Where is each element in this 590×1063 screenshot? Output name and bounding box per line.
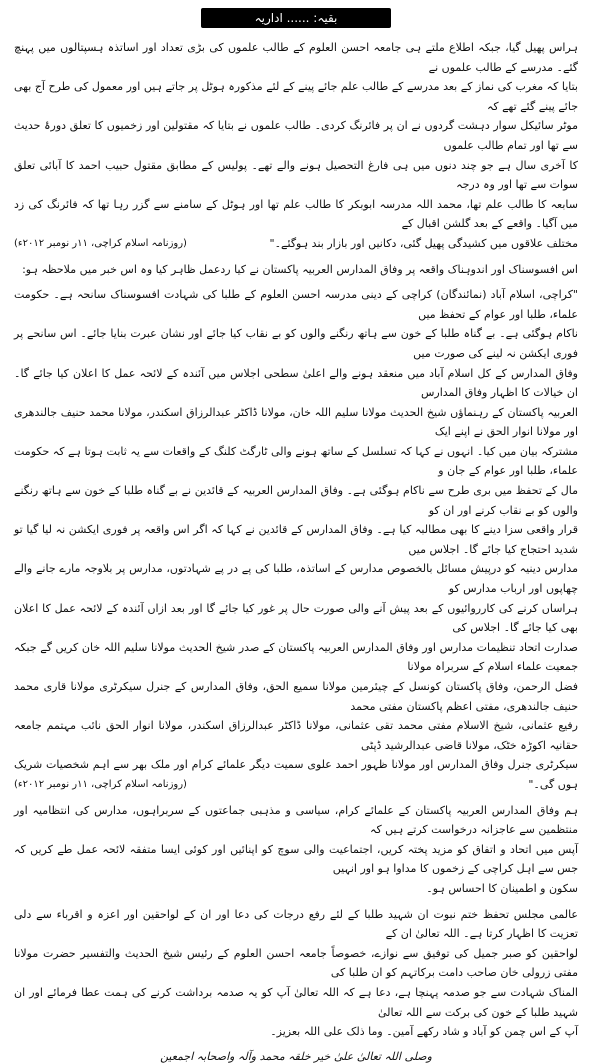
- text-line: سابعہ کا طالب علم تھا، محمد اللہ مدرسہ ابوبکر کا طالب علم تھا اور ہوٹل کے سامنے سے گزر رہا تھا کہ فائرنگ کی زد میں آگیا۔ واقعے کے بعد گلشن اقبال کے: [14, 197, 578, 231]
- text-line: عالمی مجلس تحفظ ختم نبوت ان شہید طلبا کے لئے رفع درجات کی دعا اور ان کے لواحقین اور اعزہ و اقرباء سے دلی تعزیت کا اظہار کرتا ہے۔ اللہ تعالیٰ ان کے: [14, 907, 578, 941]
- paragraph-5: [14, 905, 578, 1042]
- text-line: کا آخری سال ہے جو چند دنوں میں ہی فارغ التحصیل ہونے والے تھے۔ پولیس کے مطابق مقتول حبیب احمد کا آبائی تعلق سوات سے تھا اور وہ درجہ: [14, 158, 578, 192]
- text-line: لواحقین کو صبر جمیل کی توفیق سے نوازے، خصوصاً جامعہ احسن العلوم کے رئیس شیخ الحدیث والتفسیر حضرت مولانا مفتی زرولی خان صاحب دامت برکاتہم کو ان طلبا کی: [14, 946, 578, 980]
- text-line: ہراساں کرنے کی کارروائیوں کے بعد پیش آنے والی صورت حال پر غور کیا جائے گا اور بعد ازاں آئندہ کے لائحہ عمل کا اعلان بھی کیا جائے گا۔ اجلاس کی: [14, 601, 578, 635]
- section-title-banner: بقیہ: ...... اداریہ: [201, 8, 391, 28]
- text-line: "کراچی، اسلام آباد (نمائندگان) کراچی کے دینی مدرسہ احسن العلوم کے طلبا کی شہادت افسوسناک سانحہ ہے۔ حکومت علماء، طلبا اور عوام کے تحفظ میں: [14, 288, 578, 321]
- text-line: [14, 234, 578, 254]
- text-line: سکون و اطمینان کا احساس ہو۔: [426, 881, 578, 895]
- text-line: مال کے تحفظ میں بری طرح سے ناکام ہوگئی ہے۔ وفاق المدارس العربیہ کے قائدین نے بے گناہ طلبا کے خون سے ہاتھ رنگنے والوں کو بے نقاب کرنے اور ان کو: [14, 484, 578, 517]
- source-citation: (روزنامہ اسلام کراچی، ۱۱ر نومبر ۲۰۱۲ء): [14, 778, 187, 790]
- closing-salutation: وصلی اللہ تعالیٰ علیٰ خیر خلقہ محمد وآلہ واصحابہ اجمعین: [160, 1049, 432, 1063]
- text-line: اس افسوسناک اور اندوہناک واقعہ پر وفاق المدارس العربیہ پاکستان نے کیا ردعمل ظاہر کیا وہ اس خبر میں ملاحظہ ہو:: [22, 262, 578, 276]
- text-line: ناکام ہوگئی ہے۔ بے گناہ طلبا کے خون سے ہاتھ رنگنے والوں کو بے نقاب کیا جائے اور نشان عبرت بنایا جائے۔ اس سانحے پر فوری ایکشن نہ لینے کی صورت میں: [14, 327, 578, 360]
- text-line: وفاق المدارس کے کل اسلام آباد میں منعقد ہونے والے اعلیٰ سطحی اجلاس میں آئندہ کے لائحہ عمل کا اعلان کیا جائے گا۔ ان خیالات کا اظہار وفاق المدارس: [14, 366, 578, 400]
- text-line: صدارت اتحاد تنظیمات مدارس اور وفاق المدارس العربیہ پاکستان کے صدر شیخ الحدیث مولانا سلیم اللہ خان کریں گے جبکہ جمعیت علماء اسلام کے سربراہ مولانا: [14, 640, 578, 674]
- text-line: آپ کے اس چمن کو آباد و شاد رکھے آمین۔ وما ذلک علی اللہ بعزیز۔: [270, 1025, 578, 1039]
- text-line: بتایا کہ مغرب کی نماز کے بعد مدرسے کے طالب علم جائے پینے کے لئے مذکورہ ہوٹل پر جاتے ہیں اور معمول کی طرح آج بھی جائے پینے گئے تھے کہ: [14, 80, 578, 113]
- text-line: [14, 755, 578, 794]
- text-line: فضل الرحمن، وفاق پاکستان کونسل کے چیئرمین مولانا سمیع الحق، وفاق المدارس کے جنرل سیکرٹری مولانا قاری محمد حنیف جالندھری، مفتی اعظم پاکستان مفتی محمد: [14, 680, 578, 713]
- text-line: ہراس پھیل گیا، جبکہ اطلاع ملتے ہی جامعہ احسن العلوم کے طالب علموں کی بڑی تعداد اور اساتذہ ہسپتالوں میں پہنچ گئے۔ مدرسے کے طالب علموں نے: [14, 41, 578, 74]
- paragraph-2: [14, 260, 578, 280]
- text-line: موٹر سائیکل سوار دہشت گردوں نے ان پر فائرنگ کردی۔ طالب علموں نے بتایا کہ مقتولین اور زخمیوں کا تعلق دورۂ حدیث سے تھا اور تمام طالب علموں: [14, 119, 578, 152]
- text-fragment: سیکرٹری جنرل وفاق المدارس اور مولانا ظہور احمد علوی سمیت دیگر علمائے کرام اور ملک بھر سے اہم شخصیات شریک ہوں گی۔": [14, 758, 578, 791]
- paragraph-4: [14, 801, 578, 899]
- source-citation: (روزنامہ اسلام کراچی، ۱۱ر نومبر ۲۰۱۲ء): [14, 237, 187, 249]
- text-line: المناک شہادت سے جو صدمہ پہنچا ہے، دعا ہے کہ اللہ تعالیٰ آپ کو یہ صدمہ برداشت کرنے کی ہمت عطا فرمائے اور ان شہید طلبا کے خون کی برکت سے اللہ تعالیٰ: [14, 985, 578, 1019]
- text-line: العربیہ پاکستان کے رہنماؤں شیخ الحدیث مولانا سلیم اللہ خان، مولانا ڈاکٹر عبدالرزاق اسکندر، مولانا محمد حنیف جالندھری اور مولانا انوار الحق نے اپنے ایک: [14, 405, 578, 439]
- text-line: ہم وفاق المدارس العربیہ پاکستان کے علمائے کرام، سیاسی و مذہبی جماعتوں کے سربراہوں، مدارس کی انتظامیہ اور منتظمین سے عاجزانہ درخواست کرتے ہیں کہ: [14, 803, 578, 837]
- text-line: مشترکہ بیان میں کیا۔ انہوں نے کہا کہ تسلسل کے ساتھ ہونے والی ٹارگٹ کلنگ کے واقعات سے یہ ثابت ہوتا ہے کہ حکومت علماء، طلبا اور عوام کے جان و: [14, 444, 578, 478]
- paragraph-3: [14, 285, 578, 794]
- text-line: آپس میں اتحاد و اتفاق کو مزید پختہ کریں، اجتماعیت والی سوچ کو اپنائیں اور کوئی ایسا متفقہ لائحہ عمل طے کریں کہ جس سے اہل کراچی کے زخموں کا مداوا ہو اور انہیں: [14, 842, 578, 876]
- text-fragment: مختلف علاقوں میں کشیدگی پھیل گئی، دکانیں اور بازار بند ہوگئے۔": [269, 236, 578, 250]
- text-line: مدارس دینیہ کو درپیش مسائل بالخصوص مدارس کے اساتذہ، طلبا کی پے در پے شہادتوں، مدارس پر بلاوجہ مارے جانے والے چھاپوں اور ارباب مدارس کو: [14, 562, 578, 596]
- text-line: رفیع عثمانی، شیخ الاسلام مفتی محمد تقی عثمانی، مولانا ڈاکٹر عبدالرزاق اسکندر، مولانا انوار الحق نائب مہتمم جامعہ حقانیہ اکوڑہ خٹک، مولانا قاضی عبدالرشید ڈپٹی: [14, 719, 578, 752]
- text-line: قرار واقعی سزا دینے کا بھی مطالبہ کیا ہے۔ وفاق المدارس کے قائدین نے کہا کہ اگر اس واقعہ پر فوری ایکشن نہ لیا گیا تو شدید احتجاج کیا جائے گا۔ اجلاس میں: [14, 523, 578, 556]
- paragraph-1: [14, 38, 578, 254]
